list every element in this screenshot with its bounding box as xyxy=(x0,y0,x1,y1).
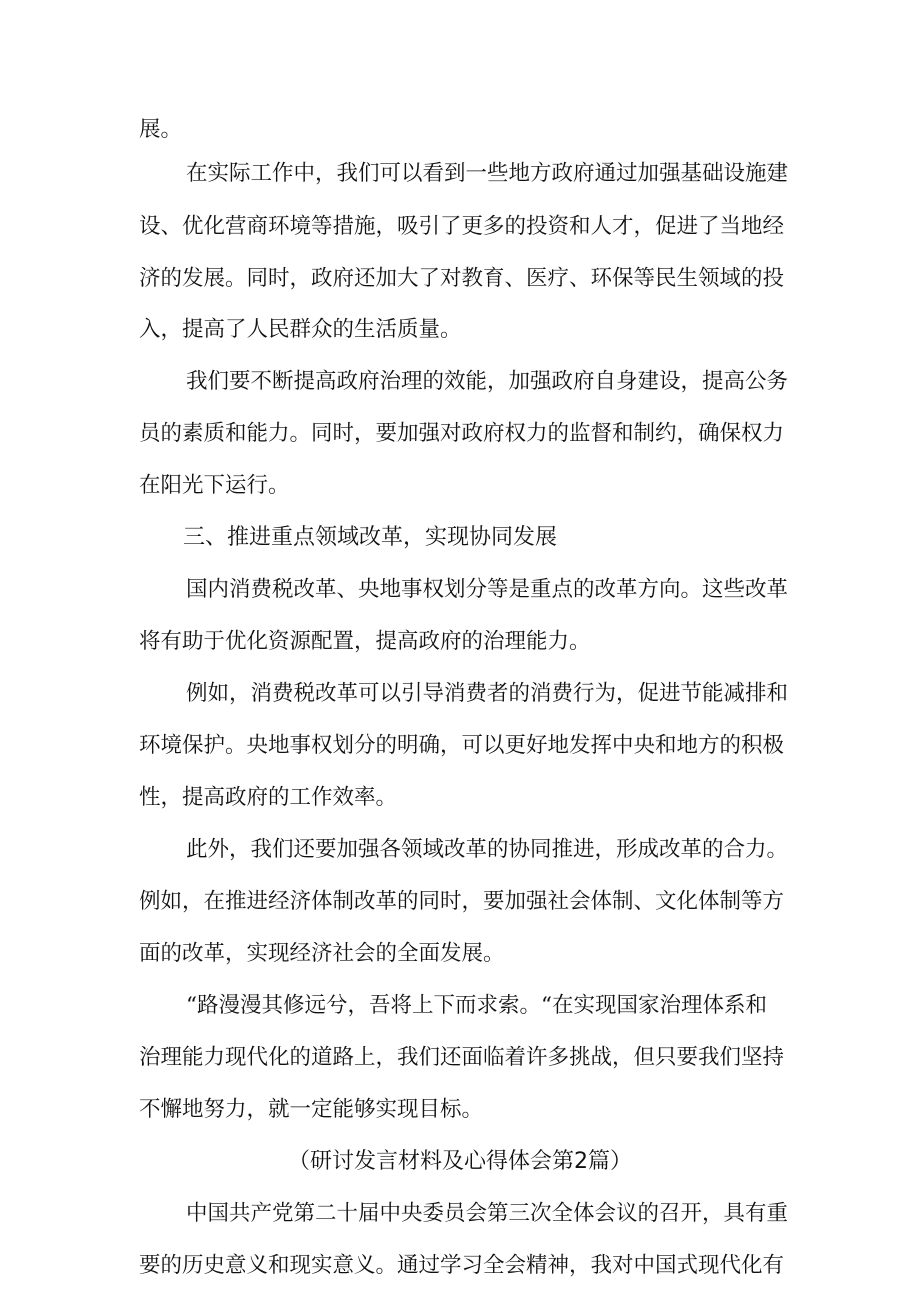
paragraph-line: 面的改革，实现经济社会的全面发展。 xyxy=(139,941,505,966)
paragraph-line: 性，提高政府的工作效率。 xyxy=(139,785,398,810)
paragraph-line: 展。 xyxy=(139,117,183,142)
section-heading: 三、推进重点领域改革，实现协同发展 xyxy=(183,525,558,550)
paragraph-line: 中国共产党第二十届中央委员会第三次全体会议的召开，具有重 xyxy=(186,1201,789,1226)
paragraph-line: 例如，消费税改革可以引导消费者的消费行为，促进节能减排和 xyxy=(186,681,789,706)
paragraph-line: 入，提高了人民群众的生活质量。 xyxy=(139,317,462,342)
article-title: （研讨发言材料及心得体会第2篇） xyxy=(288,1149,632,1174)
paragraph-line: 环境保护。央地事权划分的明确，可以更好地发挥中央和地方的积极 xyxy=(139,733,785,758)
paragraph-line: 在实际工作中，我们可以看到一些地方政府通过加强基础设施建 xyxy=(186,161,789,186)
paragraph-line: 此外，我们还要加强各领域改革的协同推进，形成改革的合力。 xyxy=(186,837,789,862)
paragraph-line: “路漫漫其修远兮，吾将上下而求索。“在实现国家治理体系和 xyxy=(186,993,767,1018)
paragraph-line: 国内消费税改革、央地事权划分等是重点的改革方向。这些改革 xyxy=(186,577,789,602)
paragraph-line: 员的素质和能力。同时，要加强对政府权力的监督和制约，确保权力 xyxy=(139,421,785,446)
paragraph-line: 不懈地努力，就一定能够实现目标。 xyxy=(139,1097,484,1122)
paragraph-line: 治理能力现代化的道路上，我们还面临着许多挑战，但只要我们坚持 xyxy=(139,1045,785,1070)
paragraph-line: 在阳光下运行。 xyxy=(139,473,290,498)
paragraph-line: 设、优化营商环境等措施，吸引了更多的投资和人才，促进了当地经 xyxy=(139,214,785,239)
paragraph-line: 例如，在推进经济体制改革的同时，要加强社会体制、文化体制等方 xyxy=(139,889,785,914)
paragraph-line: 济的发展。同时，政府还加大了对教育、医疗、环保等民生领域的投 xyxy=(139,266,785,291)
paragraph-line: 要的历史意义和现实意义。通过学习全会精神，我对中国式现代化有 xyxy=(139,1253,785,1278)
paragraph-line: 将有助于优化资源配置，提高政府的治理能力。 xyxy=(139,629,591,654)
paragraph-line: 我们要不断提高政府治理的效能，加强政府自身建设，提高公务 xyxy=(186,369,789,394)
